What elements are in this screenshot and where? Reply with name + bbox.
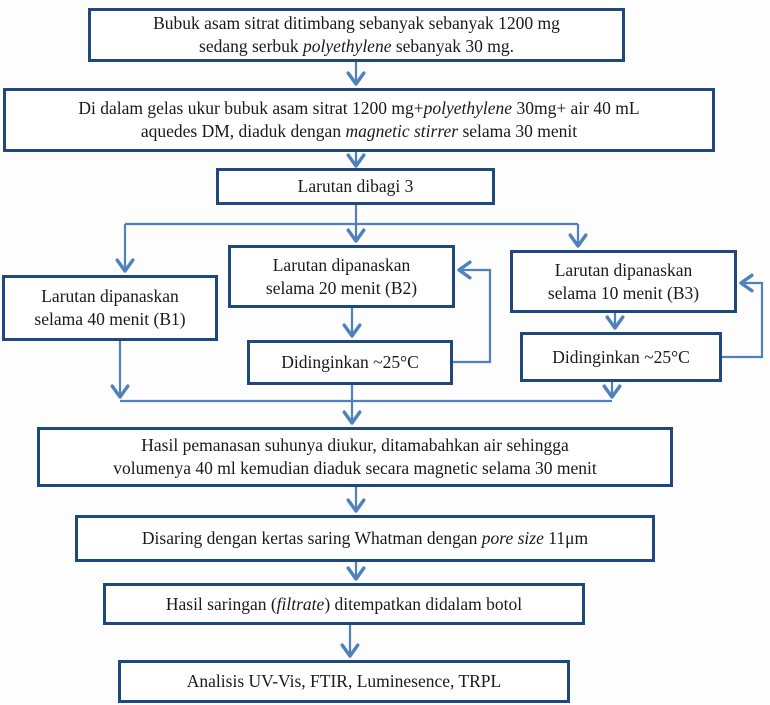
node-bottle-filtrate [103, 583, 585, 625]
edge-cool-b2-loop [453, 270, 490, 362]
node-weigh-powders-label: Bubuk asam sitrat ditimbang sebanyak sebanyak 1200 mg sedang serbuk polyethylene sebanyak 30 mg. [153, 13, 560, 56]
node-measure-add-water-label: Hasil pemanasan suhunya diukur, ditamabahkan air sehingga volumenya 40 ml kemudian diaduk secara magnetic selama 30 menit [113, 435, 597, 478]
node-heat-b1-label: Larutan dipanaskan selama 40 menit (B1) [34, 286, 186, 329]
node-cool-b3-label: Didinginkan ~25°C [552, 346, 690, 367]
node-divide-solution-label: Larutan dibagi 3 [297, 176, 414, 197]
node-filter-whatman-label: Disaring dengan kertas saring Whatman dengan pore size 11μm [141, 528, 589, 549]
node-heat-b3 [510, 250, 737, 313]
node-bottle-filtrate-label: Hasil saringan (filtrate) ditempatkan didalam botol [165, 593, 523, 614]
node-heat-b3-label: Larutan dipanaskan selama 10 menit (B3) [547, 259, 700, 303]
node-heat-b2 [228, 245, 455, 308]
node-heat-b2-label: Larutan dipanaskan selama 20 menit (B2) [265, 254, 418, 298]
node-weigh-powders [88, 8, 625, 62]
node-mix-in-beaker [3, 88, 715, 152]
node-filter-whatman [75, 515, 655, 562]
node-measure-add-water [37, 427, 673, 487]
node-analysis-label: Analisis UV-Vis, FTIR, Luminesence, TRPL [186, 671, 502, 692]
node-heat-b1 [2, 275, 218, 341]
node-cool-b3 [520, 332, 722, 382]
node-cool-b2 [247, 340, 453, 385]
node-analysis [118, 660, 570, 703]
node-cool-b2-label: Didinginkan ~25°C [281, 352, 419, 373]
node-mix-in-beaker-label: Di dalam gelas ukur bubuk asam sitrat 1200 mg+polyethylene 30mg+ air 40 mL aquedes DM, diaduk dengan magnetic stirrer selama 30 menit [78, 98, 640, 141]
node-divide-solution [216, 168, 495, 205]
